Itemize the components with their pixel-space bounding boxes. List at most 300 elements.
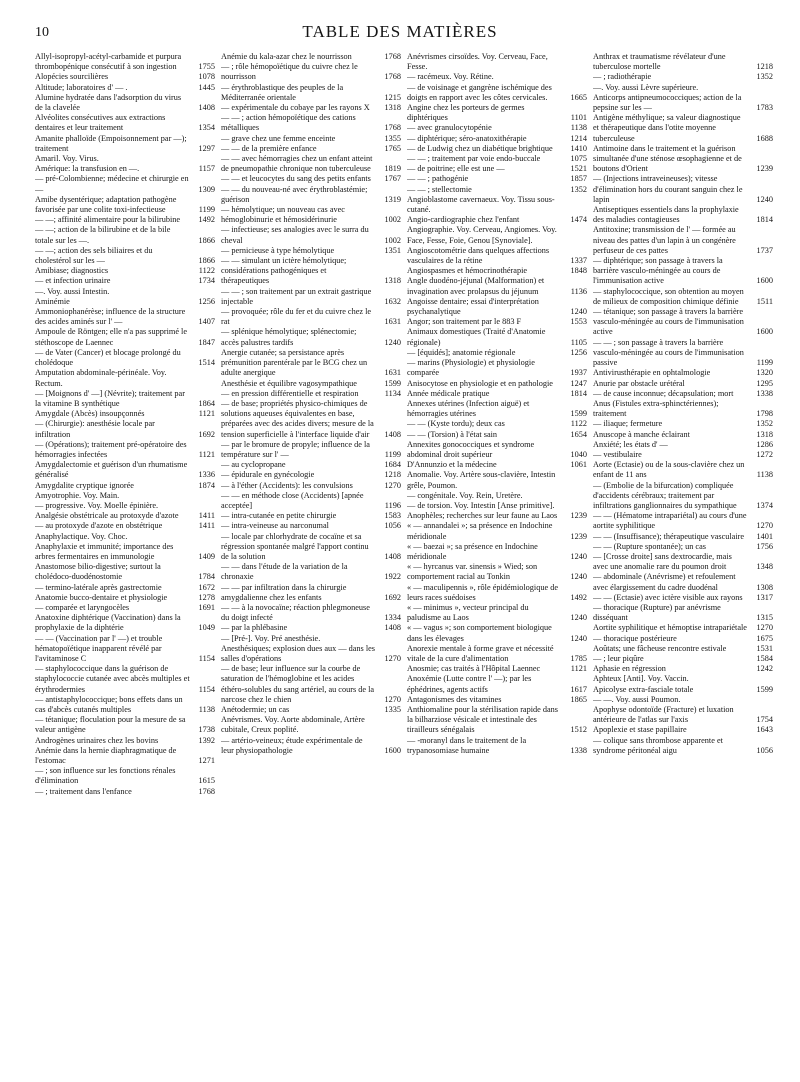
index-entry <box>593 654 773 664</box>
index-entry-page: 1408 <box>384 429 401 439</box>
index-entry-page: 1492 <box>570 592 587 602</box>
index-entry <box>593 511 773 531</box>
index-entry-text: « — hyrcanus var. sinensis » Wied; son comportement racial au Tonkin <box>407 562 538 582</box>
index-entry <box>593 460 773 480</box>
index-entry <box>593 440 773 450</box>
index-entry-text: — colique sans thrombose apparente et syndrome péritonéal aigu <box>593 735 723 755</box>
index-entry <box>221 491 401 511</box>
index-entry <box>593 399 773 419</box>
index-entry-text: Anastomose bilio-digestive; surtout la cholédoco-duodénostomie <box>35 562 161 582</box>
index-entry <box>35 297 215 307</box>
index-entry-text: — — ; son passage à travers la barrière vasculo-méningée au cours de l'immunisation passive <box>593 337 744 368</box>
index-entry-page: 1401 <box>756 531 773 541</box>
index-entry <box>221 174 401 184</box>
index-entry-text: — par la phlébasine <box>221 623 288 633</box>
index-entry-text: — épidurale en gynécologie <box>221 470 315 480</box>
index-entry-text: — ; traitement dans l'enfance <box>35 786 132 796</box>
index-entry <box>593 664 773 674</box>
index-entry-page: 1297 <box>198 143 215 153</box>
index-entry-text: — au protoxyde d'azote en obstétrique <box>35 521 163 531</box>
index-entry-text: Anergie cutanée; sa persistance après prémunition parentérale par le BCG chez un adulte anergique <box>221 347 368 378</box>
index-entry-text: Amyotrophie. Voy. Main. <box>35 490 120 500</box>
index-entry-text: — -moranyl dans le traitement de la trypanosomiase humaine <box>407 735 527 755</box>
index-entry <box>221 532 401 563</box>
index-entry-text: — — du nouveau-né avec érythroblastémie; guérison <box>221 184 368 204</box>
index-entry-text: Amibiase; diagnostics <box>35 266 109 276</box>
index-entry-text: Anaphylaxie et immunité; importance des arbres fermentaires en immunologie <box>35 541 174 561</box>
index-entry <box>593 379 773 389</box>
index-entry-text: — artério-veineux; étude expérimentale de leur physiopathologie <box>221 735 363 755</box>
index-entry <box>407 521 587 541</box>
index-entry <box>35 225 215 245</box>
index-entry <box>35 787 215 797</box>
index-entry-text: « — maculipennis », rôle épidémiologique de leurs races suédoises <box>407 582 558 602</box>
index-entry <box>221 470 401 480</box>
index-entry <box>593 644 773 654</box>
index-entry-page: 1354 <box>198 123 215 133</box>
index-entry-text: Anomalie. Voy. Artère sous-clavière, Intestin grêle, Poumon. <box>407 470 556 490</box>
index-entry <box>35 460 215 480</box>
index-entry-page: 1737 <box>756 245 773 255</box>
index-entry-text: Anisocytose en physiologie et en pathologie <box>407 378 553 388</box>
index-entry-text: Amputation abdominale-périnéale. Voy. Rectum. <box>35 368 167 388</box>
index-entry <box>221 144 401 154</box>
index-entry-page: 1315 <box>756 613 773 623</box>
index-entry-page: 1814 <box>570 388 587 398</box>
index-entry-page: 1738 <box>198 725 215 735</box>
index-entry <box>35 491 215 501</box>
index-entry-text: — progressive. Voy. Moelle épinière. <box>35 500 159 510</box>
index-entry <box>221 583 401 603</box>
index-entry <box>35 440 215 460</box>
index-entry <box>35 603 215 613</box>
index-entry <box>407 542 587 562</box>
index-entry-page: 1847 <box>198 337 215 347</box>
index-entry-page: 1338 <box>756 388 773 398</box>
index-entry <box>593 532 773 542</box>
index-entry-text: Antiseptiques essentiels dans la prophylaxie des maladies contagieuses <box>593 205 739 225</box>
index-entry <box>407 327 587 347</box>
index-entry-page: 1272 <box>756 449 773 459</box>
index-column-2 <box>221 52 401 1072</box>
index-column-1 <box>35 52 215 1072</box>
index-entry <box>593 685 773 695</box>
index-entry <box>407 123 587 133</box>
index-entry-page: 1157 <box>198 164 215 174</box>
index-entry-page: 1514 <box>198 358 215 368</box>
index-entry <box>221 225 401 245</box>
index-entry-page: 1240 <box>570 633 587 643</box>
index-entry-page: 1256 <box>198 296 215 306</box>
index-entry-page: 1318 <box>756 429 773 439</box>
index-entry-page: 1215 <box>384 92 401 102</box>
index-entry-page: 1199 <box>384 449 401 459</box>
index-entry <box>35 276 215 286</box>
index-entry <box>407 297 587 317</box>
index-entry-page: 1075 <box>570 154 587 164</box>
index-entry-text: — — ; action hémopoïétique des cations métalliques <box>221 113 356 133</box>
index-entry-text: — pernicieuse à type hémolytique <box>221 245 335 255</box>
index-entry-page: 1814 <box>756 215 773 225</box>
index-entry-page: 1134 <box>384 388 401 398</box>
index-entry <box>407 154 587 164</box>
index-entry <box>35 542 215 562</box>
index-entry <box>221 287 401 307</box>
index-entry-page: 1765 <box>384 143 401 153</box>
index-entry-text: Annexes utérines (Infection aiguë) et hémorragies utérines <box>407 398 530 419</box>
index-entry-page: 1768 <box>384 52 401 61</box>
index-entry-text: — antistaphylococcique; bons effets dans un cas d'abcès cutanés multiples <box>35 694 183 714</box>
index-entry <box>221 256 401 287</box>
index-entry <box>407 72 587 82</box>
index-entry-page: 1600 <box>384 745 401 755</box>
index-entry-text: Année médicale pratique <box>407 388 490 398</box>
index-entry-page: 1408 <box>384 623 401 633</box>
index-entry <box>35 368 215 388</box>
index-entry-text: Aortite syphilitique et hémoptise intrapariétale <box>593 623 747 633</box>
index-entry-text: Antigène méthylique; sa valeur diagnostique et thérapeutique dans l'otite moyenne tuberculeuse <box>593 113 741 143</box>
index-entry-page: 1599 <box>570 409 587 419</box>
index-entry <box>221 185 401 205</box>
index-entry <box>593 144 773 175</box>
index-entry-page: 1866 <box>198 235 215 245</box>
index-entry-text: — [Crosse droite] sans dextrocardie, mais avec une anomalie rare du poumon droit <box>593 551 732 572</box>
index-entry <box>35 664 215 695</box>
index-entry <box>35 501 215 511</box>
index-entry <box>593 52 773 72</box>
index-entry-page: 1121 <box>198 409 215 419</box>
index-entry <box>35 481 215 491</box>
index-entry-text: — — en méthode close (Accidents) [apnée acceptée] <box>221 490 364 510</box>
index-entry <box>221 644 401 664</box>
index-entry <box>593 695 773 705</box>
index-entry <box>35 583 215 593</box>
index-entry-text: Angine chez les porteurs de germes diphtériques <box>407 103 525 123</box>
index-entry-page: 1218 <box>756 62 773 72</box>
index-entry-text: — tétanique; floculation pour la mesure de sa valeur antigène <box>35 715 186 735</box>
index-entry-text: « — annandalei »; sa présence en Indochine méridionale <box>407 521 553 541</box>
index-entry-page: 1492 <box>198 215 215 225</box>
index-entry <box>35 695 215 715</box>
index-entry <box>221 664 401 705</box>
index-entry-page: 1408 <box>198 103 215 113</box>
index-entry <box>593 93 773 113</box>
index-entry-text: — de voisinage et gangrène ischémique des doigts en rapport avec les côtes cervicales. <box>407 82 552 102</box>
index-entry-page: 1240 <box>570 307 587 317</box>
index-entry <box>221 511 401 521</box>
index-entry <box>221 460 401 470</box>
index-entry-text: — de torsion. Voy. Intestin [Anse primitive]. <box>407 500 555 510</box>
index-entry-text: — ; radiothérapie <box>593 72 652 82</box>
index-entry-page: 1374 <box>756 500 773 510</box>
index-entry-text: Animaux domestiques (Traité d'Anatomie régionale) <box>407 327 546 347</box>
index-entry-page: 1270 <box>384 653 401 663</box>
index-entry-page: 1196 <box>384 500 401 510</box>
index-entry-page: 1121 <box>570 664 587 674</box>
index-entry-text: Analgésie obstétricale au protoxyde d'azote <box>35 511 179 521</box>
index-entry-page: 1784 <box>198 572 215 582</box>
index-entry-text: — — de la première enfance <box>221 143 317 153</box>
index-entry <box>35 348 215 368</box>
index-entry <box>593 338 773 369</box>
index-entry-text: — — ; traitement par voie endo-buccale <box>407 154 541 164</box>
index-entry <box>35 72 215 82</box>
index-entry-page: 1105 <box>570 337 587 347</box>
index-entry-page: 1154 <box>198 653 215 663</box>
index-entry <box>221 623 401 633</box>
index-entry-text: Anxiété; les états d' — <box>593 439 668 449</box>
index-entry-text: Anorexie mentale à forme grave et nécessité vitale de la cure d'alimentation <box>407 643 554 663</box>
index-entry-text: — [Moignons d' —] (Névrite); traitement par la vitamine B synthétique <box>35 388 185 408</box>
index-entry-text: Anatoxine diphtérique (Vaccination) dans la prophylaxie de la diphtérie <box>35 613 181 633</box>
index-entry <box>593 674 773 684</box>
index-entry-page: 1445 <box>198 82 215 92</box>
index-entry-page: 1122 <box>570 419 587 429</box>
index-entry-text: — locale par chlorhydrate de cocaïne et sa régression spontanée malgré l'apport continu de la solution <box>221 531 369 561</box>
index-entry <box>407 460 587 470</box>
index-entry-page: 1654 <box>570 429 587 439</box>
index-entry-page: 1337 <box>570 256 587 266</box>
index-entry <box>407 399 587 419</box>
index-entry-text: — (Chirurgie): anesthésie locale par infiltration <box>35 419 155 439</box>
index-entry-text: — — (Vaccination par l' —) et trouble hématopoïétique inapparent révélé par l'avitaminose C <box>35 633 163 663</box>
index-entry-page: 1271 <box>198 756 215 766</box>
index-entry <box>35 521 215 531</box>
index-entry-page: 1874 <box>198 480 215 490</box>
index-entry <box>407 164 587 174</box>
index-entry-page: 1056 <box>756 745 773 755</box>
index-entry <box>407 562 587 582</box>
index-entry-page: 1240 <box>756 194 773 204</box>
index-entry <box>593 481 773 512</box>
index-entry-text: Altitude; laboratoires d' — . <box>35 82 128 92</box>
index-entry-page: 1866 <box>198 256 215 266</box>
index-entry <box>221 603 401 623</box>
index-entry <box>593 419 773 429</box>
index-entry-page: 1270 <box>384 694 401 704</box>
index-entry <box>593 623 773 633</box>
index-entry-text: Anuscope à manche éclairant <box>593 429 690 439</box>
index-entry-text: — — (Ectasie) avec ictère visible aux rayons <box>593 592 743 602</box>
index-entry-text: Amygdalectomie et guérison d'un rhumatisme généralisé <box>35 460 188 480</box>
index-entry-page: 1411 <box>198 511 215 521</box>
index-entry-page: 1474 <box>570 215 587 225</box>
index-entry-page: 1122 <box>198 266 215 276</box>
index-entry-text: Alopécies sourcilières <box>35 72 109 82</box>
index-entry-text: « — vagus »; son comportement biologique dans les élevages <box>407 623 552 643</box>
index-entry-text: — provoquée; rôle du fer et du cuivre chez le rat <box>221 307 372 327</box>
index-entry-text: — de base; propriétés physico-chimiques de solutions aqueuses équivalentes en base, préparées avec des acides divers; mesure de la tension superficielle à l'interface liquide d'air <box>221 398 374 439</box>
index-entry <box>593 705 773 725</box>
index-entry-page: 1692 <box>384 592 401 602</box>
index-entry-text: — avec granulocytopénie <box>407 123 492 133</box>
index-entry-page: 1240 <box>570 613 587 623</box>
index-entry-text: Anophèles; recherches sur leur faune au Laos <box>407 511 558 521</box>
index-entry <box>35 419 215 439</box>
index-entry-page: 1798 <box>756 409 773 419</box>
index-entry-text: Angioscotométrie dans quelques affections vasculaires de la rétine <box>407 245 550 266</box>
index-entry-page: 1242 <box>756 664 773 674</box>
index-entry-page: 1352 <box>756 72 773 82</box>
index-entry-text: — thoracique (Rupture) par anévrisme disséquant <box>593 602 721 623</box>
index-entry <box>35 113 215 133</box>
index-entry-text: — (Injections intraveineuses); vitesse d'élimination hors du courant sanguin chez le lapin <box>593 174 743 204</box>
index-entry-page: 1338 <box>570 745 587 755</box>
index-entry-page: 1002 <box>384 215 401 225</box>
index-entry <box>35 736 215 746</box>
index-entry-page: 1692 <box>198 429 215 439</box>
index-entry-text: — — ; pathogénie <box>407 174 469 184</box>
index-entry-page: 1409 <box>198 551 215 561</box>
index-entry-text: Allyl-isopropyl-acétyl-carbamide et purpura thrombopénique consécutif à son ingestion <box>35 52 182 72</box>
index-entry-text: — de cause inconnue; décapsulation; mort <box>593 388 734 398</box>
index-entry-text: — splénique hémolytique; splénectomie; accès palustres tardifs <box>221 327 357 347</box>
index-entry-text: — — ; son traitement par un extrait gastrique injectable <box>221 286 372 306</box>
index-entry-text: — — à la novocaïne; réaction phlegmoneuse du doigt infecté <box>221 602 370 623</box>
index-entry <box>407 348 587 358</box>
index-entry-page: 1256 <box>570 347 587 357</box>
page-number: 10 <box>35 25 49 40</box>
index-entry-text: — abdominale (Anévrisme) et refoulement avec élargissement du cadre duodénal <box>593 572 736 592</box>
index-entry-page: 1583 <box>384 511 401 521</box>
index-entry <box>35 409 215 419</box>
index-entry-text: Antimoine dans le traitement et la guérison simultanée d'une sténose œsophagienne et de boutons d'Orient <box>593 143 742 174</box>
index-entry-text: — — dans l'étude de la variation de la chronaxie <box>221 562 348 582</box>
index-entry <box>35 266 215 276</box>
index-entry-text: Anthiomaline pour la stérilisation rapide dans la bilharziose vésicale et intestinale des tirailleurs sénégalais <box>407 705 558 735</box>
index-entry <box>35 246 215 266</box>
index-entry <box>593 542 773 552</box>
index-entry <box>407 470 587 490</box>
index-entry-page: 1512 <box>570 725 587 735</box>
index-entry-text: — grave chez une femme enceinte <box>221 133 336 143</box>
index-entry-page: 1002 <box>384 235 401 245</box>
index-entry-text: — intra-cutanée en petite chirurgie <box>221 511 337 521</box>
index-entry <box>593 603 773 623</box>
index-entry-page: 1865 <box>570 694 587 704</box>
index-entry <box>593 205 773 225</box>
index-entry-text: — diphtérique; séro-anatoxithérapie <box>407 133 527 143</box>
index-entry-page: 1768 <box>384 123 401 133</box>
index-entry-text: Angle duodéno-jéjunal (Malformation) et invagination avec prolapsus du jéjunum <box>407 276 545 296</box>
index-entry <box>221 327 401 347</box>
index-entry <box>593 287 773 307</box>
index-entry-page: 1138 <box>756 470 773 480</box>
index-entry-page: 1407 <box>198 317 215 327</box>
index-entry <box>407 215 587 225</box>
index-entry <box>593 389 773 399</box>
index-entry <box>407 695 587 705</box>
index-entry <box>35 613 215 633</box>
index-entry-text: — thoracique postérieure <box>593 633 677 643</box>
index-entry-text: — — par infiltration dans la chirurgie amygdalienne chez les enfants <box>221 582 347 602</box>
index-entry-text: Anatomie bucco-dentaire et physiologie <box>35 592 168 602</box>
index-entry-page: 1411 <box>198 521 215 531</box>
index-entry-text: — ; son influence sur les fonctions rénales d'élimination <box>35 766 176 786</box>
index-entry-page: 1600 <box>756 276 773 286</box>
index-entry <box>407 225 587 245</box>
index-entry-text: — — (Rupture spontanée); un cas <box>593 541 706 551</box>
index-entry <box>221 379 401 389</box>
index-entry-page: 1138 <box>570 123 587 133</box>
index-entry-page: 1410 <box>570 143 587 153</box>
index-entry <box>35 766 215 786</box>
index-entry-page: 1754 <box>756 715 773 725</box>
index-entry-text: —. Voy. aussi Lèvre supérieure. <box>593 82 699 92</box>
index-entry-page: 1819 <box>384 164 401 174</box>
index-entry-page: 1584 <box>756 653 773 663</box>
index-entry-text: — par le bromure de propyle; influence de la température sur l' — <box>221 439 370 459</box>
index-entry <box>407 491 587 501</box>
index-entry-text: Amanite phalloïde (Empoisonnement par —); traitement <box>35 133 187 153</box>
index-entry-text: Antitoxine; transmission de l' — formée au niveau des pattes d'un lapin à un congénère perfuseur de ces pattes <box>593 225 736 255</box>
index-entry-page: 1154 <box>198 684 215 694</box>
index-entry-text: Amérique: la transfusion en —. <box>35 164 140 174</box>
index-entry-text: Anévrismes. Voy. Aorte abdominale, Artère cubitale, Creux poplité. <box>221 715 365 735</box>
index-entry <box>221 154 401 174</box>
index-entry <box>407 511 587 521</box>
index-entry-text: — de base; leur influence sur la courbe de saturation de l'hémoglobine et les acides éthéro-solubles du sang artériel, au cours de la narcose chez le chien <box>221 664 375 704</box>
index-entry <box>593 113 773 144</box>
index-entry <box>35 83 215 93</box>
index-entry-text: Aoûtats; une fâcheuse rencontre estivale <box>593 643 727 653</box>
index-entry-text: Alvéolites consécutives aux extractions dentaires et leur traitement <box>35 113 166 133</box>
index-entry-text: Angioblastome cavernaeux. Voy. Tissu sous-cutané. <box>407 194 555 215</box>
index-entry-page: 1521 <box>570 164 587 174</box>
index-entry <box>407 419 587 429</box>
index-entry-text: — de poitrine; elle est une — <box>407 164 505 174</box>
index-entry <box>35 746 215 766</box>
index-entry <box>221 307 401 327</box>
index-entry <box>407 174 587 184</box>
index-entry-text: Amaril. Voy. Virus. <box>35 154 99 164</box>
index-entry-page: 1408 <box>384 551 401 561</box>
index-entry-text: Anétodermie; un cas <box>221 705 290 714</box>
index-columns <box>35 52 773 1072</box>
index-entry-page: 1631 <box>384 368 401 378</box>
index-entry-text: — érythroblastique des peuples de la Méditerranée orientale <box>221 82 344 102</box>
index-entry-text: — congénitale. Voy. Rein, Uretère. <box>407 490 523 500</box>
index-entry-page: 1136 <box>570 286 587 296</box>
index-entry-text: Apicolyse extra-fasciale totale <box>593 684 694 694</box>
index-entry-text: — — (Torsion) à l'état sain <box>407 429 498 439</box>
index-entry <box>593 256 773 287</box>
index-entry-text: Anévrismes cirsoïdes. Voy. Cerveau, Face, Fesse. <box>407 52 548 72</box>
index-entry-text: — —. Voy. aussi Poumon. <box>593 694 681 704</box>
index-entry-page: 1734 <box>198 276 215 286</box>
index-entry-text: Aphasie en régression <box>593 664 666 674</box>
index-entry <box>407 674 587 694</box>
index-entry <box>221 634 401 644</box>
index-entry-text: « — baezai »; sa présence en Indochine méridionale <box>407 541 538 561</box>
index-entry <box>407 83 587 103</box>
index-entry <box>221 562 401 582</box>
index-entry <box>35 287 215 297</box>
index-entry-page: 1768 <box>198 786 215 796</box>
index-entry <box>407 134 587 144</box>
index-entry-text: — [équidés]; anatomie régionale <box>407 347 516 357</box>
index-entry-page: 1061 <box>570 460 587 470</box>
index-entry-text: — et infection urinaire <box>35 276 111 286</box>
index-entry <box>35 174 215 194</box>
index-entry-page: 1199 <box>198 205 215 215</box>
index-entry <box>221 521 401 531</box>
index-entry-page: 1318 <box>384 103 401 113</box>
index-entry-page: 1121 <box>198 449 215 459</box>
index-entry-page: 1319 <box>384 194 401 204</box>
index-entry <box>593 593 773 603</box>
index-entry <box>407 736 587 756</box>
